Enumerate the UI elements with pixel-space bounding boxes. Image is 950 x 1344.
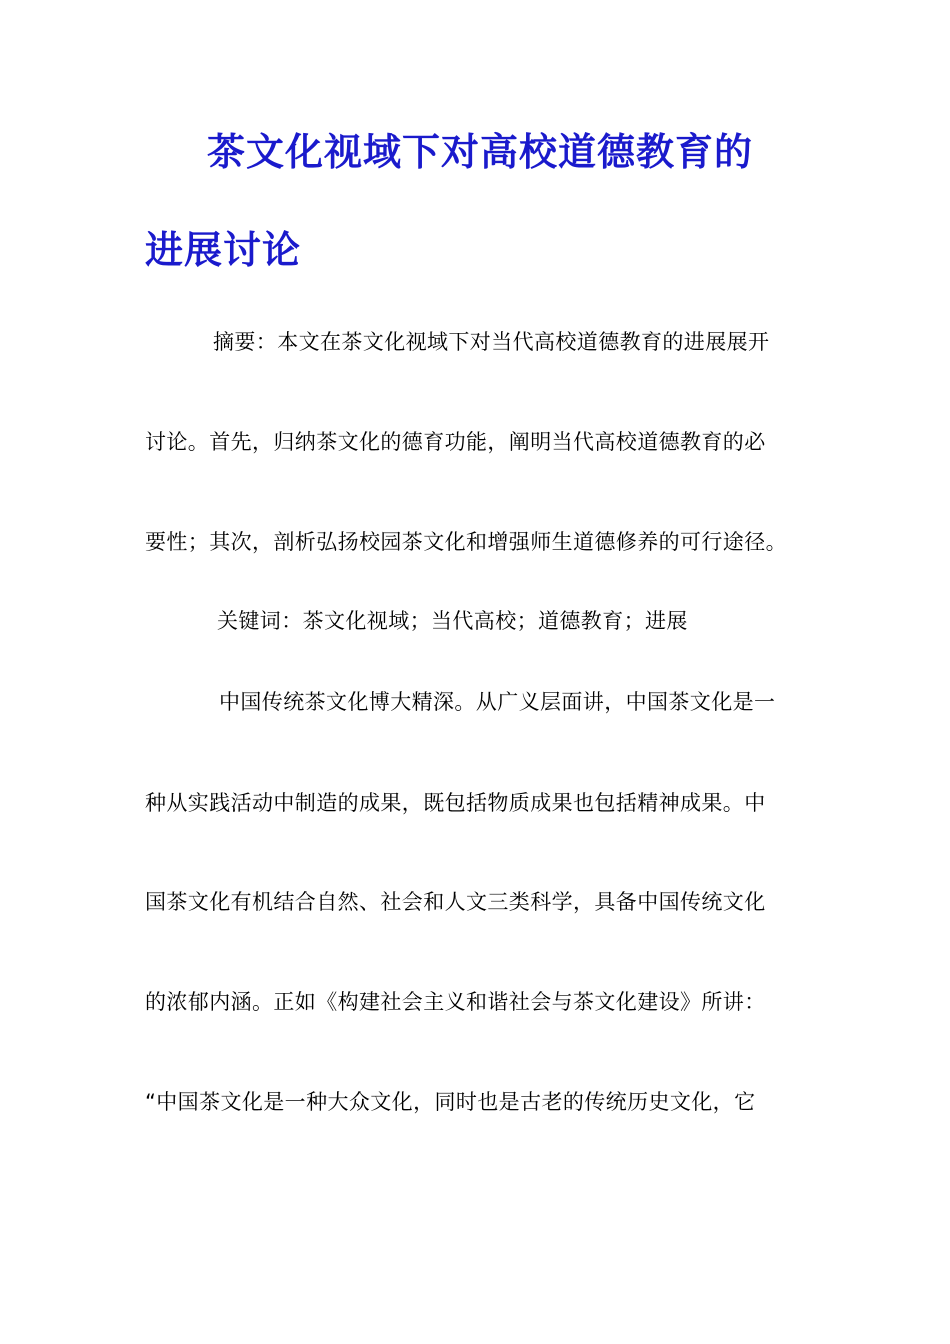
abstract-line-3: 要性；其次，剖析弘扬校园茶文化和增强师生道德修养的可行途径。 — [145, 530, 787, 554]
document-title-line-1: 茶文化视域下对高校道德教育的 — [207, 129, 754, 174]
abstract-line-1: 摘要：本文在茶文化视域下对当代高校道德教育的进展展开 — [213, 330, 770, 354]
document-title-line-2: 进展讨论 — [145, 227, 302, 272]
abstract-line-2: 讨论。首先，归纳茶文化的德育功能，阐明当代高校道德教育的必 — [145, 430, 766, 454]
body-line-2: 种从实践活动中制造的成果，既包括物质成果也包括精神成果。中 — [145, 791, 766, 815]
body-line-4: 的浓郁内涵。正如《构建社会主义和谐社会与茶文化建设》所讲： — [145, 990, 766, 1014]
keywords-line: 关键词：茶文化视域；当代高校；道德教育；进展 — [217, 609, 688, 633]
body-line-3: 国茶文化有机结合自然、社会和人文三类科学，具备中国传统文化 — [145, 890, 766, 914]
body-line-5: “中国茶文化是一种大众文化，同时也是古老的传统历史文化，它 — [145, 1090, 756, 1114]
body-line-1: 中国传统茶文化博大精深。从广义层面讲，中国茶文化是一 — [219, 690, 776, 714]
